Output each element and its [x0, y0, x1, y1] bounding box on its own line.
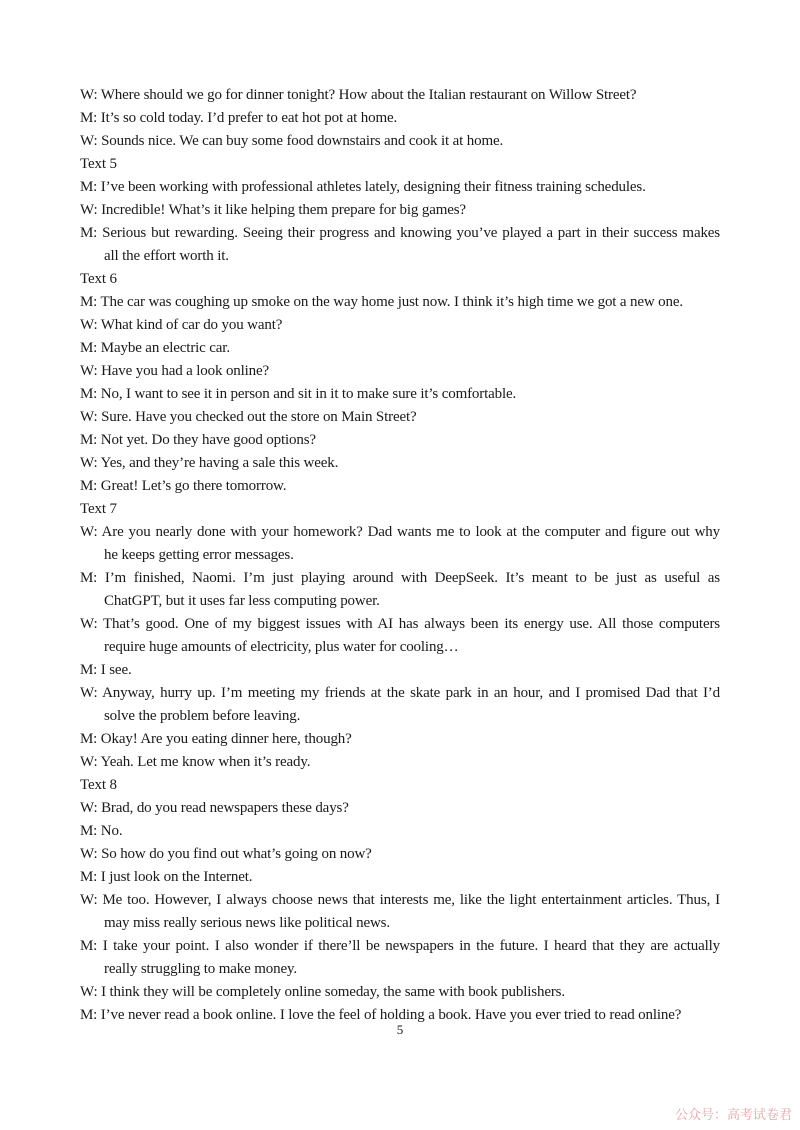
dialogue-line-continuation: may miss really serious news like political news. [104, 915, 390, 931]
dialogue-line: M: Maybe an electric car. [80, 340, 230, 356]
dialogue-line: M: I’ve never read a book online. I love the feel of holding a book. Have you ever tried to read online? [80, 1007, 682, 1023]
dialogue-line: W: I think they will be completely online someday, the same with book publishers. [80, 984, 565, 1000]
section-heading: Text 8 [80, 777, 117, 793]
dialogue-line: M: Not yet. Do they have good options? [80, 432, 316, 448]
dialogue-line: W: Brad, do you read newspapers these days? [80, 800, 349, 816]
watermark: 公众号：高考试卷君 [674, 1108, 792, 1123]
dialogue-line: W: What kind of car do you want? [80, 317, 283, 333]
dialogue-line: M: Serious but rewarding. Seeing their progress and knowing you’ve played a part in their success makes [80, 225, 720, 241]
section-heading: Text 6 [80, 271, 117, 287]
dialogue-line: M: I’ve been working with professional athletes lately, designing their fitness training schedules. [80, 179, 646, 195]
dialogue-line: W: Are you nearly done with your homework? Dad wants me to look at the computer and figure out why [80, 524, 720, 540]
dialogue-line: W: Incredible! What’s it like helping them prepare for big games? [80, 202, 466, 218]
dialogue-line-continuation: ChatGPT, but it uses far less computing power. [104, 593, 380, 609]
dialogue-line-continuation: really struggling to make money. [104, 961, 297, 977]
dialogue-line: M: Great! Let’s go there tomorrow. [80, 478, 287, 494]
dialogue-line: M: It’s so cold today. I’d prefer to eat hot pot at home. [80, 110, 398, 126]
dialogue-line: M: The car was coughing up smoke on the way home just now. I think it’s high time we got a new one. [80, 294, 683, 310]
dialogue-line: M: I take your point. I also wonder if there’ll be newspapers in the future. I heard that they are actually [80, 938, 720, 954]
dialogue-line: M: No. [80, 823, 123, 839]
dialogue-line: W: That’s good. One of my biggest issues with AI has always been its energy use. All those computers [80, 616, 720, 632]
dialogue-line: M: I’m finished, Naomi. I’m just playing around with DeepSeek. It’s meant to be just as useful as [80, 570, 720, 586]
dialogue-line-continuation: solve the problem before leaving. [104, 708, 301, 724]
dialogue-line: W: Me too. However, I always choose news that interests me, like the light entertainment articles. Thus, I [80, 892, 720, 908]
dialogue-line: W: Yes, and they’re having a sale this week. [80, 455, 339, 471]
dialogue-line-continuation: he keeps getting error messages. [104, 547, 294, 563]
dialogue-line: W: Sounds nice. We can buy some food downstairs and cook it at home. [80, 133, 504, 149]
section-heading: Text 5 [80, 156, 117, 172]
dialogue-line: M: Okay! Are you eating dinner here, though? [80, 731, 352, 747]
dialogue-line: W: Sure. Have you checked out the store on Main Street? [80, 409, 417, 425]
dialogue-line: W: Anyway, hurry up. I’m meeting my friends at the skate park in an hour, and I promised Dad that I’d [80, 685, 720, 701]
dialogue-line: W: Yeah. Let me know when it’s ready. [80, 754, 311, 770]
dialogue-line: M: No, I want to see it in person and sit in it to make sure it’s comfortable. [80, 386, 517, 402]
dialogue-line: M: I just look on the Internet. [80, 869, 253, 885]
section-heading: Text 7 [80, 501, 117, 517]
dialogue-line: W: Have you had a look online? [80, 363, 270, 379]
transcript-body [80, 84, 720, 1027]
dialogue-line-continuation: all the effort worth it. [104, 248, 229, 264]
page-number: 5 [396, 1022, 404, 1037]
dialogue-line: M: I see. [80, 662, 132, 678]
dialogue-line: W: Where should we go for dinner tonight? How about the Italian restaurant on Willow Street? [80, 87, 637, 103]
dialogue-line: W: So how do you find out what’s going on now? [80, 846, 372, 862]
dialogue-line-continuation: require huge amounts of electricity, plus water for cooling… [104, 639, 459, 655]
